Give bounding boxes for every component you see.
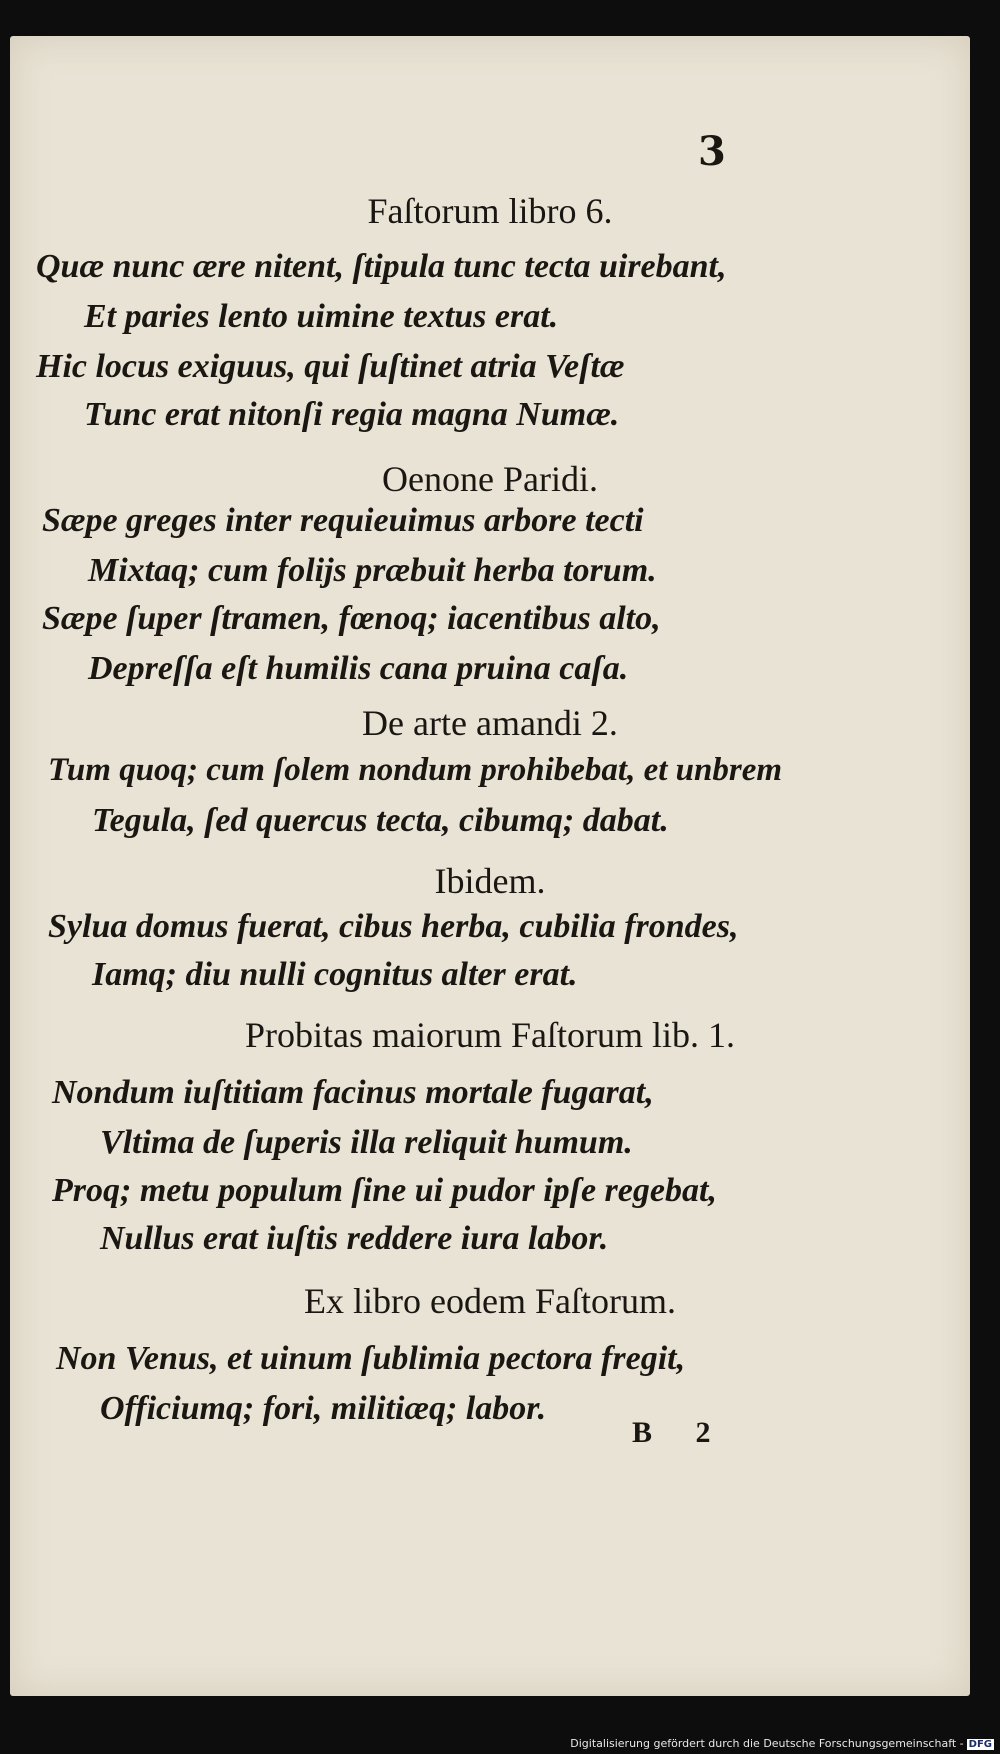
verse-line: Officiumq; fori, militiæq; labor.	[100, 1390, 547, 1427]
page-number: 3	[698, 128, 726, 175]
verse-line: Iamq; diu nulli cognitus alter erat.	[92, 956, 578, 993]
dfg-logo-icon: DFG	[968, 1739, 992, 1750]
section-heading: Faſtorum libro 6.	[367, 191, 613, 231]
verse-line: Tegula, ſed quercus tecta, cibumq; dabat.	[92, 802, 669, 839]
verse-line: Quæ nunc ære nitent, ſtipula tunc tecta uirebant,	[36, 248, 727, 285]
verse-line: Sylua domus fuerat, cibus herba, cubilia frondes,	[48, 908, 739, 945]
verse-line: Tunc erat nitonſi regia magna Numæ.	[84, 396, 620, 433]
verse-line: Non Venus, et uinum ſublimia pectora fregit,	[56, 1340, 686, 1377]
section-heading: De arte amandi 2.	[362, 703, 618, 743]
verse-line: Hic locus exiguus, qui ſuſtinet atria Veſtæ	[36, 348, 625, 385]
section-heading: Ibidem.	[434, 861, 546, 901]
verse-line: Et paries lento uimine textus erat.	[84, 298, 559, 335]
book-page	[10, 36, 970, 1696]
verse-line: Depreſſa eſt humilis cana pruina caſa.	[88, 650, 629, 687]
verse-line: Sæpe greges inter requieuimus arbore tecti	[42, 502, 644, 539]
verse-line: Nullus erat iuſtis reddere iura labor.	[100, 1220, 609, 1257]
verse-line: Tum quoq; cum ſolem nondum prohibebat, et unbrem	[48, 752, 783, 788]
verse-line: Mixtaq; cum folijs præbuit herba torum.	[88, 552, 657, 589]
verse-line: Sæpe ſuper ſtramen, fœnoq; iacentibus alto,	[42, 600, 661, 637]
verse-line: Nondum iuſtitiam facinus mortale fugarat,	[52, 1074, 654, 1111]
section-heading: Probitas maiorum Faſtorum lib. 1.	[245, 1015, 735, 1055]
gathering-signature: B 2	[632, 1416, 711, 1449]
section-heading: Oenone Paridi.	[382, 459, 598, 499]
footer-text: Digitalisierung gefördert durch die Deutsche Forschungsgemeinschaft -	[570, 1737, 964, 1750]
verse-line: Vltima de ſuperis illa reliquit humum.	[100, 1124, 633, 1161]
digitization-footer	[570, 1737, 994, 1750]
section-heading: Ex libro eodem Faſtorum.	[304, 1281, 676, 1321]
verse-line: Proq; metu populum ſine ui pudor ipſe regebat,	[52, 1172, 717, 1209]
